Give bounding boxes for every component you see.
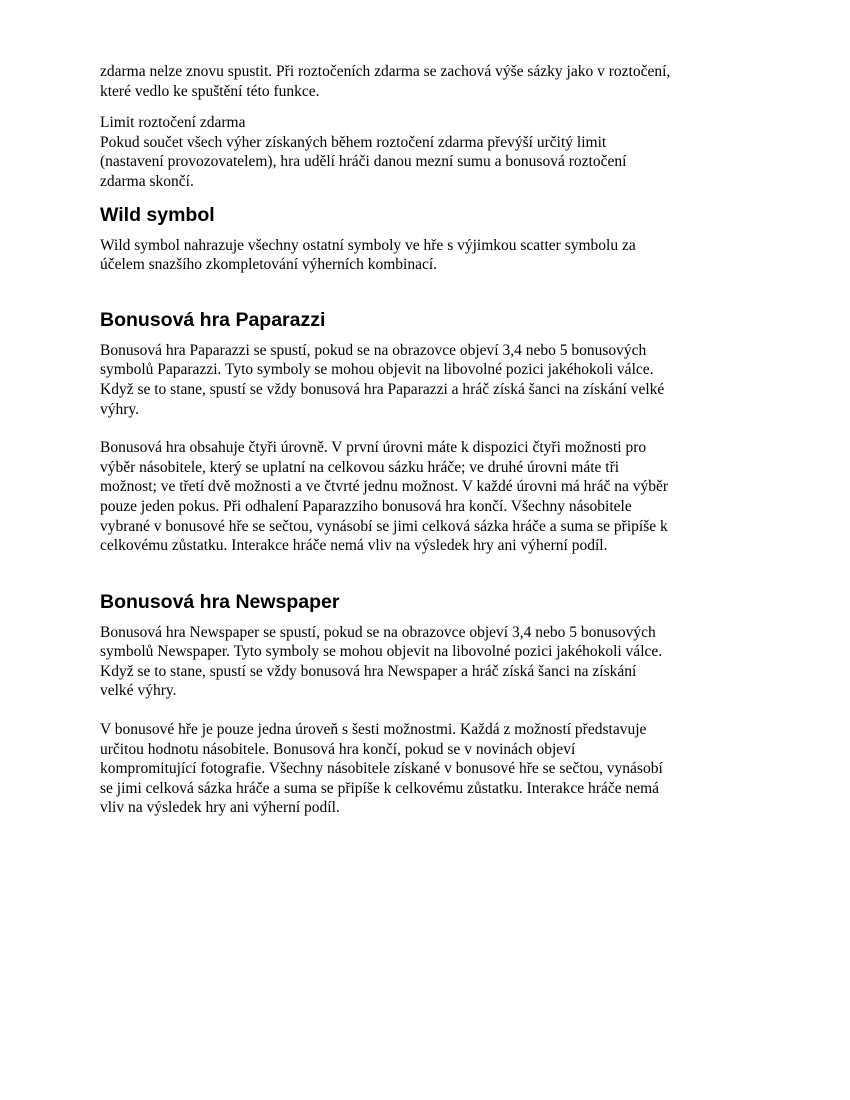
text-line: účelem snazšího zkompletování výherních kombinací. <box>100 256 438 274</box>
text-line: výběr násobitele, který se uplatní na celkovou sázku hráče; ve druhé úrovni máte tři <box>100 458 620 476</box>
wild-symbol-heading: Wild symbol <box>100 203 215 226</box>
free-spin-limit-title: Limit roztočení zdarma <box>100 114 246 132</box>
text-line: vliv na výsledek hry ani výherní podíl. <box>100 799 340 817</box>
text-line: se jimi celková sázka hráče a suma se připíše k celkovému zůstatku. Interakce hráče nemá <box>100 779 660 797</box>
newspaper-intro-paragraph <box>100 623 760 701</box>
text-line: zdarma skončí. <box>100 172 194 190</box>
paparazzi-levels-paragraph <box>100 438 760 556</box>
document-page <box>100 62 760 818</box>
newspaper-level-paragraph <box>100 720 760 818</box>
paparazzi-bonus-heading: Bonusová hra Paparazzi <box>100 308 326 331</box>
text-line: velké výhry. <box>100 682 177 700</box>
text-line: celkovému zůstatku. Interakce hráče nemá vliv na výsledek hry ani výherní podíl. <box>100 537 608 555</box>
text-line: Pokud součet všech výher získaných během roztočení zdarma převýší určitý limit <box>100 133 607 151</box>
text-line: Bonusová hra obsahuje čtyři úrovně. V první úrovni máte k dispozici čtyři možnosti pro <box>100 439 647 457</box>
newspaper-bonus-heading: Bonusová hra Newspaper <box>100 590 340 613</box>
text-line: pouze jeden pokus. Při odhalení Paparazziho bonusová hra končí. Všechny násobitele <box>100 497 632 515</box>
text-line: určitou hodnotu násobitele. Bonusová hra končí, pokud se v novinách objeví <box>100 740 576 758</box>
paparazzi-intro-paragraph <box>100 341 760 419</box>
text-line: výhry. <box>100 400 140 418</box>
text-line: (nastavení provozovatelem), hra udělí hráči danou mezní sumu a bonusová roztočení <box>100 153 627 171</box>
text-line: možnost; ve třetí dvě možnosti a ve čtvrté jednu možnost. V každé úrovni má hráč na výběr <box>100 478 669 496</box>
intro-paragraph <box>100 62 760 101</box>
text-line: Když se to stane, spustí se vždy bonusová hra Paparazzi a hráč získá šanci na získání velké <box>100 380 665 398</box>
text-line: Wild symbol nahrazuje všechny ostatní symboly ve hře s výjimkou scatter symbolu za <box>100 236 636 254</box>
text-line: vybrané v bonusové hře se sečtou, vynásobí se jimi celková sázka hráče a suma se připíše k <box>100 517 668 535</box>
text-line: symbolů Newspaper. Tyto symboly se mohou objevit na libovolné pozici jakéhokoli válce. <box>100 643 663 661</box>
text-line: které vedlo ke spuštění této funkce. <box>100 82 320 100</box>
text-line: Když se to stane, spustí se vždy bonusová hra Newspaper a hráč získá šanci na získání <box>100 662 637 680</box>
text-line: symbolů Paparazzi. Tyto symboly se mohou objevit na libovolné pozici jakéhokoli válce. <box>100 361 654 379</box>
text-line: Bonusová hra Paparazzi se spustí, pokud se na obrazovce objeví 3,4 nebo 5 bonusových <box>100 341 647 359</box>
text-line: Bonusová hra Newspaper se spustí, pokud se na obrazovce objeví 3,4 nebo 5 bonusových <box>100 623 656 641</box>
text-line: zdarma nelze znovu spustit. Při roztočeních zdarma se zachová výše sázky jako v roztočení, <box>100 63 671 80</box>
wild-symbol-paragraph <box>100 236 760 275</box>
text-line: kompromitující fotografie. Všechny násobitele získané v bonusové hře se sečtou, vynásobí <box>100 760 663 778</box>
text-line: V bonusové hře je pouze jedna úroveň s šesti možnostmi. Každá z možností představuje <box>100 721 647 739</box>
free-spin-limit-paragraph <box>100 113 760 191</box>
